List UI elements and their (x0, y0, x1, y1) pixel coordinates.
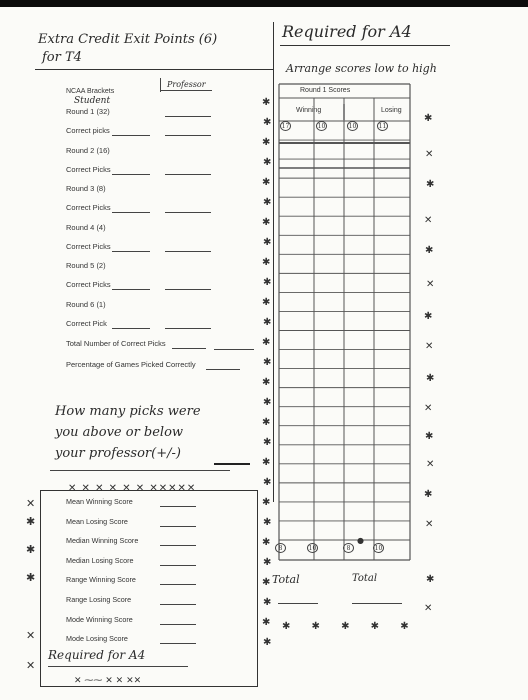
margin-x-mark: ✱ (26, 515, 36, 528)
right-margin-mark: ✕ (424, 215, 433, 226)
left-grid-margin-mark: ✱ (263, 157, 272, 168)
right-margin-mark: ✱ (426, 574, 435, 585)
score-circle: 17 (281, 123, 290, 130)
total-right-blank (352, 603, 402, 604)
margin-x-mark: ✕ (26, 659, 36, 672)
stats-row-label: Median Losing Score (66, 555, 134, 565)
left-grid-margin-mark: ✱ (263, 277, 272, 288)
winning-column-header: Winning (296, 107, 322, 114)
bracket-row-label: Correct picks (66, 126, 110, 135)
stats-row-label: Median Winning Score (66, 536, 139, 546)
left-grid-margin-mark: ✱ (263, 517, 272, 528)
total-right-label: Total (352, 573, 378, 584)
right-margin-mark: ✕ (425, 341, 434, 352)
left-grid-margin-mark: ✱ (263, 317, 272, 328)
margin-x-mark: ✱ (26, 543, 36, 556)
left-grid-margin-mark: ✱ (262, 177, 271, 188)
ink-dot: ● (357, 536, 364, 545)
bracket-row-label: Round 6 (1) (66, 300, 106, 309)
left-grid-margin-mark: ✱ (263, 197, 272, 208)
right-margin-mark: ✱ (424, 311, 433, 322)
bracket-row-label: Round 2 (16) (66, 146, 110, 155)
left-grid-margin-mark: ✱ (263, 117, 272, 128)
left-grid-margin-mark: ✱ (262, 417, 271, 428)
score-circle: 10 (308, 545, 317, 552)
left-grid-margin-mark: ✱ (262, 457, 271, 468)
score-circle: 10 (317, 123, 326, 130)
left-grid-margin-mark: ✱ (262, 257, 271, 268)
right-margin-mark: ✱ (424, 489, 433, 500)
right-margin-mark: ✕ (425, 149, 434, 160)
right-margin-mark: ✕ (426, 279, 435, 290)
left-grid-margin-mark: ✱ (262, 577, 271, 588)
score-circle: 10 (348, 123, 357, 130)
bracket-row-label: Round 5 (2) (66, 261, 106, 270)
stats-row-label: Range Winning Score (66, 575, 136, 585)
margin-x-mark: ✕ (26, 629, 36, 642)
margin-x-mark: ✱ (26, 571, 36, 584)
left-grid-margin-mark: ✱ (262, 97, 271, 108)
right-margin-mark: ✱ (426, 373, 435, 384)
left-grid-margin-mark: ✱ (263, 357, 272, 368)
left-grid-margin-mark: ✱ (262, 137, 271, 148)
total-left-label: Total (272, 573, 300, 586)
bracket-row-label: Round 4 (4) (66, 223, 106, 232)
margin-x-mark: ✕ (26, 497, 36, 510)
bottom-asterisk-row: ✱ ✱ ✱ ✱ ✱ (282, 621, 418, 632)
extra-credit-title: Extra Credit Exit Points (6) (38, 32, 218, 47)
stats-row-label: Mode Winning Score (66, 614, 133, 624)
left-grid-margin-mark: ✱ (263, 637, 272, 648)
score-circle: 11 (378, 123, 387, 130)
question-line-3: your professor(+/-) (55, 446, 181, 461)
left-grid-margin-mark: ✱ (262, 297, 271, 308)
bottom-scribbles: ✕ ⁓⁓ ✕ ✕ ✕✕ (74, 676, 142, 686)
score-circle: 10 (374, 545, 383, 552)
right-margin-mark: ✕ (425, 519, 434, 530)
student-label: Student (74, 96, 111, 106)
extra-credit-subtitle: for T4 (42, 50, 82, 65)
round1-heading: Round 1 Scores (300, 87, 351, 94)
left-grid-margin-mark: ✱ (263, 437, 272, 448)
right-margin-mark: ✱ (425, 431, 434, 442)
right-margin-mark: ✕ (424, 403, 433, 414)
stats-crossed-line: ✕ ✕ ✕ ✕ ✕ ✕ ✕✕✕✕✕ (68, 483, 197, 494)
total-correct-label: Total Number of Correct Picks (66, 339, 166, 348)
bracket-row-label: Correct Pick (66, 319, 107, 328)
score-circle: 8 (343, 543, 354, 553)
ncaa-heading: NCAA Brackets (66, 88, 115, 95)
professor-label: Professor (167, 80, 206, 89)
right-margin-mark: ✱ (425, 245, 434, 256)
left-grid-margin-mark: ✱ (263, 397, 272, 408)
right-margin-mark: ✱ (424, 113, 433, 124)
bracket-row-label: Correct Picks (66, 165, 111, 174)
stats-row-label: Mean Losing Score (66, 516, 128, 526)
score-circle: 8 (275, 543, 286, 553)
left-grid-margin-mark: ✱ (262, 537, 271, 548)
question-line-1: How many picks were (55, 404, 201, 419)
stats-row-label: Mode Losing Score (66, 634, 128, 644)
left-grid-margin-mark: ✱ (263, 597, 272, 608)
bracket-row-label: Correct Picks (66, 203, 111, 212)
stats-row-label: Mean Winning Score (66, 497, 133, 506)
stats-footer: Required for A4 (48, 648, 146, 662)
percentage-label: Percentage of Games Picked Correctly (66, 360, 196, 369)
question-line-2: you above or below (55, 425, 184, 440)
bracket-row-label: Round 1 (32) (66, 107, 110, 116)
bracket-row-label: Correct Picks (66, 280, 111, 289)
left-grid-margin-mark: ✱ (262, 337, 271, 348)
left-grid-margin-mark: ✱ (263, 237, 272, 248)
required-title: Required for A4 (282, 22, 412, 41)
stats-row-label: Range Losing Score (66, 595, 132, 604)
right-margin-mark: ✕ (424, 603, 433, 614)
losing-column-header: Losing (381, 107, 402, 114)
left-grid-margin-mark: ✱ (263, 477, 272, 488)
left-grid-margin-mark: ✱ (262, 217, 271, 228)
left-grid-margin-mark: ✱ (262, 497, 271, 508)
bracket-row-label: Correct Picks (66, 242, 111, 251)
right-margin-mark: ✱ (426, 179, 435, 190)
right-margin-mark: ✕ (426, 459, 435, 470)
left-grid-margin-mark: ✱ (262, 377, 271, 388)
total-left-blank (278, 603, 318, 604)
bracket-row-label: Round 3 (8) (66, 184, 106, 193)
arrange-instruction: Arrange scores low to high (286, 62, 437, 75)
left-grid-margin-mark: ✱ (263, 557, 272, 568)
left-grid-margin-mark: ✱ (262, 617, 271, 628)
